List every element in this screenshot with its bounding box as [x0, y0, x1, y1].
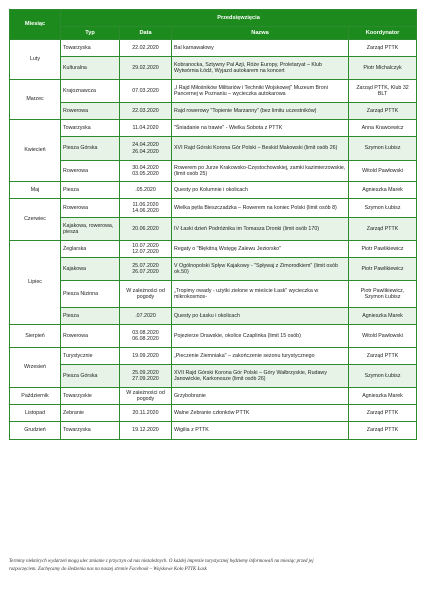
- type-cell: Piesza: [61, 308, 120, 325]
- coordinator-cell: Piotr Pawlikiewicz, Szymon Łubisz: [349, 281, 417, 308]
- header-month: Miesiąc: [10, 10, 61, 40]
- name-cell: XVII Rajd Górski Korona Gór Polski – Góry Wałbrzyskie, Rudawy Janowickie, Karkonosze (limit osób 26): [172, 365, 349, 388]
- header-type: Typ: [61, 27, 120, 40]
- table-row: [10, 348, 417, 365]
- date-cell: .05.2020: [120, 182, 172, 199]
- coordinator-cell: Agnieszka Marek: [349, 388, 417, 405]
- type-cell: Piesza Nizinna: [61, 281, 120, 308]
- schedule-table: [9, 9, 417, 440]
- table-row: [10, 258, 417, 281]
- date-cell: 11.04.2020: [120, 120, 172, 137]
- date-cell: 25.07.2020 26.07.2020: [120, 258, 172, 281]
- table-row: [10, 120, 417, 137]
- coordinator-cell: Piotr Michalczyk: [349, 57, 417, 80]
- table-row: [10, 161, 417, 182]
- date-cell: .07.2020: [120, 308, 172, 325]
- month-cell: Listopad: [10, 405, 61, 422]
- name-cell: Wigilia z PTTK: [172, 422, 349, 440]
- footnote: [9, 558, 416, 573]
- table-row: [10, 281, 417, 308]
- month-cell: Marzec: [10, 80, 61, 120]
- coordinator-cell: Zarząd PTTK: [349, 422, 417, 440]
- header-date: Data: [120, 27, 172, 40]
- header-coordinator: Koordynator: [349, 27, 417, 40]
- month-cell: Grudzień: [10, 422, 61, 440]
- name-cell: V Ogólnopolski Spływ Kajakowy - "Spływaj z Zimorodkiem" (limit osób ok.50): [172, 258, 349, 281]
- name-cell: Grzybobranie: [172, 388, 349, 405]
- type-cell: Piesza: [61, 182, 120, 199]
- name-cell: Rowerem po Jurze Krakowsko-Częstochowskiej, zamki kazimierzowskie, (limit osób 25): [172, 161, 349, 182]
- footnote-line-1: Terminy niektórych wydarzeń mogą ulec zmianie z przyczyn od nas niezależnych. O każdej imprezie turystycznej będziemy informowali na miesiąc przed jej: [9, 559, 314, 564]
- coordinator-cell: Anna Krawcewicz: [349, 120, 417, 137]
- month-cell: Luty: [10, 40, 61, 80]
- date-cell: 22.03.2020: [120, 103, 172, 120]
- month-cell: Maj: [10, 182, 61, 199]
- name-cell: XVI Rajd Górski Korona Gór Polski – Beskid Makowski (limit osób 26): [172, 137, 349, 161]
- type-cell: Piesza Górska: [61, 137, 120, 161]
- month-cell: Październik: [10, 388, 61, 405]
- coordinator-cell: Agnieszka Marek: [349, 182, 417, 199]
- type-cell: Rowerowa: [61, 103, 120, 120]
- name-cell: IV Łaski dzień Podróżnika im Tomasza Dronki (limit osób 170): [172, 218, 349, 241]
- date-cell: 07.03.2020: [120, 80, 172, 103]
- name-cell: "Śniadanie na trawie" - Wielka Sobota z PTTK: [172, 120, 349, 137]
- coordinator-cell: Piotr Pawlikiewicz: [349, 241, 417, 258]
- type-cell: Towarzyskie: [61, 388, 120, 405]
- month-cell: Czerwiec: [10, 199, 61, 241]
- table-row: [10, 422, 417, 440]
- coordinator-cell: Witold Pawłowski: [349, 325, 417, 348]
- type-cell: Turystycznie: [61, 348, 120, 365]
- date-cell: 25.09.2020 27.09.2020: [120, 365, 172, 388]
- date-cell: 24.04.2020 26.04.2020: [120, 137, 172, 161]
- schedule-body: [10, 40, 417, 440]
- coordinator-cell: Zarząd PTTK: [349, 348, 417, 365]
- name-cell: Rajd rowerowy "Topienie Marzanny" (bez limitu uczestników): [172, 103, 349, 120]
- date-cell: 20.06.2020: [120, 218, 172, 241]
- date-cell: W zależności od pogody: [120, 388, 172, 405]
- type-cell: Rowerowa: [61, 325, 120, 348]
- name-cell: „Tropimy owady - użytki zielone w mieście Łask" wycieczka w mikrokosmos-: [172, 281, 349, 308]
- type-cell: Towarzyska: [61, 120, 120, 137]
- name-cell: Pojezierze Drawskie, okolice Czaplinka (limit 15 osób): [172, 325, 349, 348]
- type-cell: Zebranie: [61, 405, 120, 422]
- type-cell: Piesza Górska: [61, 365, 120, 388]
- table-row: [10, 80, 417, 103]
- coordinator-cell: Szymon Łubisz: [349, 137, 417, 161]
- coordinator-cell: Zarząd PTTK: [349, 405, 417, 422]
- coordinator-cell: Agnieszka Marek: [349, 308, 417, 325]
- type-cell: Towarzyska: [61, 40, 120, 57]
- date-cell: 11.06.2020 14.06.2020: [120, 199, 172, 218]
- name-cell: Questy po Łasku i okolicach: [172, 308, 349, 325]
- name-cell: Regaty o "Błękitną Wstęgę Zalewu Jeziorsko": [172, 241, 349, 258]
- table-row: [10, 199, 417, 218]
- coordinator-cell: Witold Pawłowski: [349, 161, 417, 182]
- month-cell: Sierpień: [10, 325, 61, 348]
- name-cell: Wielka pętla Bieszczadzka – Rowerem na koniec Polski (limit osób 8): [172, 199, 349, 218]
- type-cell: Kajakowa, rowerowa, piesza: [61, 218, 120, 241]
- name-cell: Walne Zebranie członków PTTK: [172, 405, 349, 422]
- name-cell: „Pieczenie Ziemniaka" – zakończenie sezonu turystycznego: [172, 348, 349, 365]
- type-cell: Kajakowa: [61, 258, 120, 281]
- type-cell: Kulturalna: [61, 57, 120, 80]
- date-cell: 19.09.2020: [120, 348, 172, 365]
- coordinator-cell: Zarząd PTTK: [349, 218, 417, 241]
- coordinator-cell: Szymon Łubisz: [349, 199, 417, 218]
- table-row: [10, 137, 417, 161]
- month-cell: Kwiecień: [10, 120, 61, 182]
- type-cell: Rowerowa: [61, 199, 120, 218]
- date-cell: W zależności od pogody: [120, 281, 172, 308]
- table-row: [10, 365, 417, 388]
- footnote-line-2: rozpoczęciem. Zachęcamy do śledzenia nas na naszej stronie Facebook – Wojskowe Koło PTTK Łask: [9, 566, 207, 572]
- type-cell: Krajoznawcza: [61, 80, 120, 103]
- name-cell: Kobranocka, Sztywny Pal Azji, Róże Europy, Proletaryat – Klub Wytwórnia Łódź, Wyjazd autokarem na koncert: [172, 57, 349, 80]
- table-row: [10, 325, 417, 348]
- table-row: [10, 241, 417, 258]
- table-row: [10, 405, 417, 422]
- table-row: [10, 103, 417, 120]
- coordinator-cell: Szymon Łubisz: [349, 365, 417, 388]
- header-events-group: Przedsięwzięcia: [61, 10, 417, 27]
- table-row: [10, 388, 417, 405]
- coordinator-cell: Zarząd PTTK: [349, 40, 417, 57]
- date-cell: 19.12.2020: [120, 422, 172, 440]
- table-row: [10, 57, 417, 80]
- date-cell: 30.04.2020 03.05.2020: [120, 161, 172, 182]
- table-row: [10, 308, 417, 325]
- type-cell: Rowerowa: [61, 161, 120, 182]
- month-cell: Wrzesień: [10, 348, 61, 388]
- name-cell: „I Rajd Miłośników Militariów i Techniki Wojskowej" Muzeum Broni Pancernej w Poznaniu – wycieczka autokarowa: [172, 80, 349, 103]
- date-cell: 29.02.2020: [120, 57, 172, 80]
- date-cell: 10.07.2020 12.07.2020: [120, 241, 172, 258]
- table-row: [10, 182, 417, 199]
- type-cell: Żeglarska: [61, 241, 120, 258]
- coordinator-cell: Piotr Pawlikiewicz: [349, 258, 417, 281]
- date-cell: 20.11.2020: [120, 405, 172, 422]
- table-row: [10, 218, 417, 241]
- coordinator-cell: Zarząd PTTK: [349, 103, 417, 120]
- header-name: Nazwa: [172, 27, 349, 40]
- name-cell: Questy po Kolumnie i okolicach: [172, 182, 349, 199]
- table-row: [10, 40, 417, 57]
- name-cell: Bal karnawałowy: [172, 40, 349, 57]
- coordinator-cell: Zarząd PTTK, Klub 32 BLT: [349, 80, 417, 103]
- date-cell: 22.02.2020: [120, 40, 172, 57]
- month-cell: Lipiec: [10, 241, 61, 325]
- type-cell: Towarzyska: [61, 422, 120, 440]
- date-cell: 03.08.2020 06.08.2020: [120, 325, 172, 348]
